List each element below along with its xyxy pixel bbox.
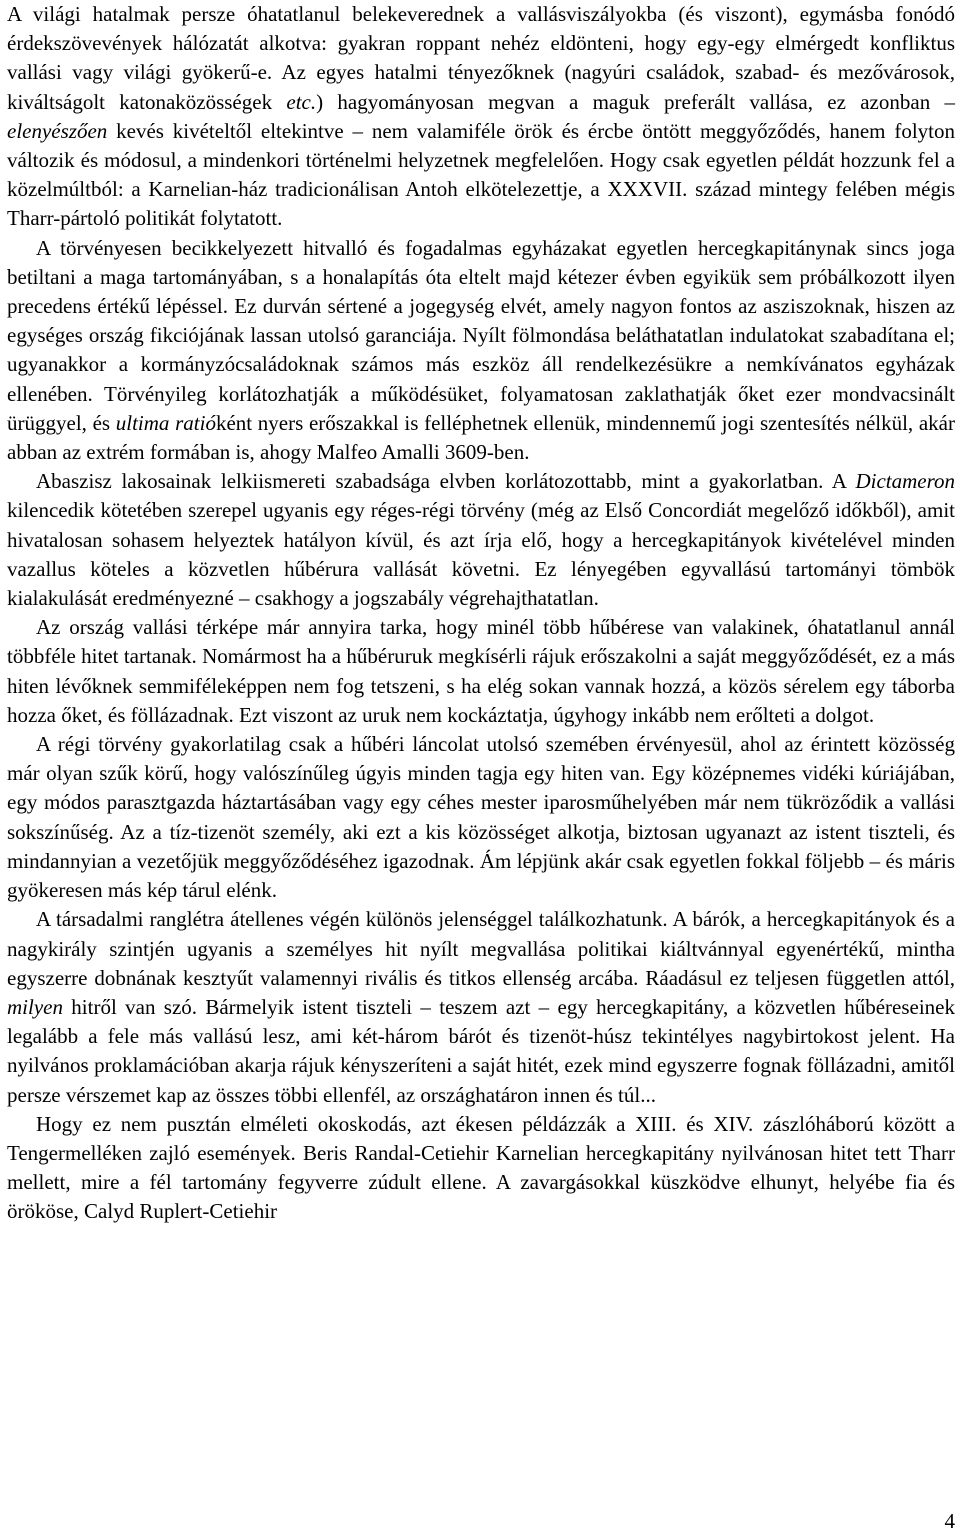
text-run: ként nyers erőszakkal is felléphetnek ellenük, mindennemű jogi szentesítés nélkül, akár abban az extrém formában is, ahogy Malfeo Amalli 3609-ben.: [7, 410, 955, 465]
text-run: kevés kivételtől eltekintve – nem valamiféle örök és ércbe öntött meggyőződés, hanem folyton változik és módosul, a mindenkori történelmi helyzetnek megfelelően. Hogy csak egyetlen példát hozzunk fel a közelmúltból: a Karnelian-ház tradicionálisan Antoh elkötelezettje, a XXXVII. század mintegy felében mégis Tharr-pártoló politikát folytatott.: [7, 118, 955, 231]
paragraph: [7, 730, 955, 905]
paragraph: [7, 613, 955, 730]
italic-text: Dictameron: [855, 469, 955, 494]
text-run: A régi törvény gyakorlatilag csak a hűbéri láncolat utolsó szemében érvényesül, ahol az érintett közösség már olyan szűk körű, hogy valószínűleg úgyis minden tagja egy hiten van. Egy középnemes vidéki kúriájában, egy módos parasztgazda háztartásában vagy egy céhes mester iparosműhelyében már nem tükröződik a vallási sokszínűség. Az a tíz-tizenöt személy, aki ezt a kis közösséget alkotja, biztosan ugyanazt az istent tiszteli, és mindannyian a vezetőjük meggyőződéséhez igazodnak. Ám lépjünk akár csak egyetlen fokkal följebb – és máris gyökeresen más kép tárul elénk.: [7, 732, 955, 903]
paragraph: [7, 0, 955, 234]
text-run: A törvényesen becikkelyezett hitvalló és fogadalmas egyházakat egyetlen hercegkapitánynak sincs joga betiltani a maga tartományában, s a honalapítás óta eltelt majd kétezer évben egyikük sem próbálkozott ilyen precedens értékű lépéssel. Ez durván sértené a jogegység elvét, amely nagyon fontos az asziszoknak, hiszen az egységes ország fikciójának lassan utolsó garanciája. Nyílt fölmondása beláthatatlan indulatokat szabadítana el; ugyanakkor a kormányzócsaládoknak számos más eszköz áll rendelkezésükre a nemkívánatos egyházak ellenében. Törvényileg korlátozhatják a működésüket, folyamatosan zaklathatják őket ezer mondvacsinált ürüggyel, és: [7, 235, 955, 435]
text-run: hitről van szó. Bármelyik istent tiszteli – teszem azt – egy hercegkapitány, a közvetlen hűbéreseinek legalább a fele más vallású lesz, ami két-három bárót és tizenöt-húsz tekintélyes nagybirtokost jelent. Ha nyilvános proklamációban akarja rájuk kényszeríteni a saját hitét, ezek mind egyszerre fognak föllázadni, amitől persze vérszemet kap az összes többi ellenfél, az országhatáron innen és túl...: [7, 994, 955, 1107]
text-run: A társadalmi ranglétra átellenes végén különös jelenséggel találkozhatunk. A bárók, a hercegkapitányok és a nagykirály szintjén ugyanis a személyes hit nyílt megvallása politikai kiáltvánnyal egyenértékű, mintha egyszerre dobnának kesztyűt valamennyi rivális és titkos ellenség arcába. Ráadásul ez teljesen független attól,: [7, 907, 955, 990]
italic-text: elenyészően: [7, 118, 108, 143]
text-run: A világi hatalmak persze óhatatlanul belekeverednek a vallásviszályokba (és viszont), egymásba fonódó érdekszövevények hálózatát alkotva: gyakran roppant nehéz eldönteni, hogy egy-egy elmérgedt konfliktus vallási vagy világi gyökerű-e. Az egyes hatalmi tényezőknek (nagyúri családok, szabad- és mezővárosok, kiváltságolt katonaközösségek: [7, 2, 955, 114]
paragraph: [7, 905, 955, 1109]
paragraph: [7, 1110, 955, 1227]
text-run: kilencedik kötetében szerepel ugyanis egy réges-régi törvény (még az Első Concordiát megelőző időkből), amit hivatalosan sohasem helyeztek hatályon kívül, és azt írja elő, hogy a hercegkapitányok kivételével minden vazallus köteles a közvetlen hűbérura vallását követni. Ez lényegében egyvallású tartományi tömbök kialakulását eredményezné – csakhogy a jogszabály végrehajthatatlan.: [7, 498, 955, 611]
text-run: Abaszisz lakosainak lelkiismereti szabadsága elvben korlátozottabb, mint a gyakorlatban. A: [36, 469, 856, 494]
body-text: [7, 0, 955, 1227]
text-run: Hogy ez nem pusztán elméleti okoskodás, azt ékesen példázzák a XIII. és XIV. zászlóháború között a Tengermelléken zajló események. Beris Randal-Cetiehir Karnelian hercegkapitány nyilvánosan hitet tett Tharr mellett, mire a fél tartomány fegyverre zúdult ellene. A zavargásokkal küszködve elhunyt, helyébe fia és örököse, Calyd Ruplert-Cetiehir: [7, 1111, 955, 1224]
page-number: 4: [944, 1509, 955, 1533]
italic-text: etc.: [286, 89, 317, 114]
text-run: Az ország vallási térképe már annyira tarka, hogy minél több hűbérese van valakinek, óhatatlanul annál többféle hitet tartanak. Nomármost ha a hűbéruruk megkísérli rájuk erőszakolni a saját meggyőződését, ez a más hiten lévőknek semmiféleképpen nem fog tetszeni, s ha elég sokan vannak hozzá, a közös sérelem egy táborba hozza őket, és föllázadnak. Ezt viszont az uruk nem kockáztatja, úgyhogy inkább nem erőlteti a dolgot.: [7, 615, 955, 727]
paragraph: [7, 234, 955, 468]
text-run: ) hagyományosan megvan a maguk preferált vallása, ez azonban –: [316, 89, 955, 114]
paragraph: [7, 467, 955, 613]
italic-text: ultima ratió: [115, 410, 216, 435]
italic-text: milyen: [7, 994, 63, 1019]
